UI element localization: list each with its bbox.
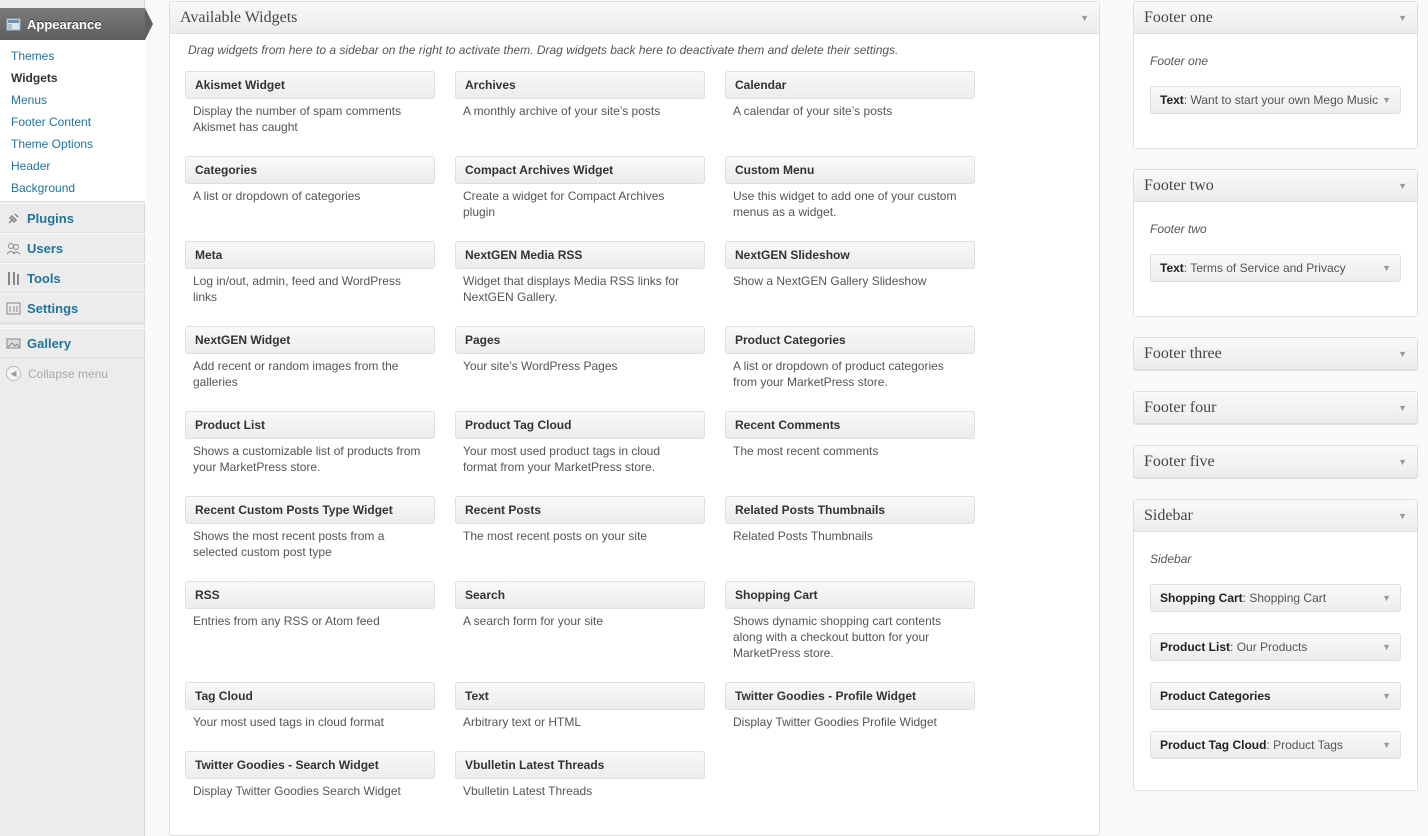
admin-menu	[0, 0, 145, 836]
sidebar-header[interactable]	[1134, 2, 1417, 34]
sidebar-footer-three	[1133, 337, 1418, 371]
widget-desc: The most recent comments	[733, 444, 879, 458]
widget-desc: Display Twitter Goodies Search Widget	[193, 784, 401, 798]
widget-desc: Create a widget for Compact Archives plugin	[463, 189, 665, 219]
menu-users[interactable]	[0, 233, 145, 263]
sidebar-widget-sep: :	[1183, 93, 1188, 107]
sidebar-title: Footer four	[1144, 398, 1217, 416]
sidebar-widget-text: Shopping Cart	[1246, 591, 1327, 605]
widget-title[interactable]: Custom Menu	[725, 156, 975, 184]
toggle-arrow-icon[interactable]: ▼	[1382, 642, 1391, 652]
menu-appearance[interactable]	[0, 8, 145, 40]
widget[interactable]	[455, 682, 705, 730]
widget-desc: A list or dropdown of product categories from your MarketPress store.	[733, 359, 944, 389]
menu-separator	[0, 323, 145, 327]
widget[interactable]	[185, 581, 435, 629]
widget-desc: Display Twitter Goodies Profile Widget	[733, 715, 937, 729]
menu-appearance-label: Appearance	[27, 16, 102, 32]
widget-desc: Show a NextGEN Gallery Slideshow	[733, 274, 927, 288]
sidebar-title: Footer one	[1144, 8, 1213, 26]
widget[interactable]	[455, 156, 705, 220]
widget-desc: Shows the most recent posts from a selected custom post type	[193, 529, 385, 559]
widget[interactable]	[455, 326, 705, 374]
widget[interactable]	[725, 496, 975, 544]
widget[interactable]	[185, 241, 435, 305]
sidebar-title: Sidebar	[1144, 506, 1193, 524]
sidebar-widget-name: Product List	[1160, 640, 1231, 654]
widget[interactable]	[185, 682, 435, 730]
sidebar-main	[1133, 499, 1418, 791]
sidebar-widget-sep: :	[1242, 591, 1247, 605]
sidebar-footer-two	[1133, 169, 1418, 317]
widget-title[interactable]: Pages	[455, 326, 705, 354]
toggle-arrow-icon[interactable]: ▼	[1382, 593, 1391, 603]
widget-desc: A list or dropdown of categories	[193, 189, 361, 203]
widget-desc: Shows a customizable list of products from your MarketPress store.	[193, 444, 421, 474]
widget-desc: Add recent or random images from the galleries	[193, 359, 399, 389]
widget[interactable]	[725, 326, 975, 390]
sidebar-body	[1134, 34, 1417, 148]
tools-icon	[6, 271, 21, 286]
sidebar-widget-text: Our Products	[1233, 640, 1308, 654]
toggle-arrow-icon[interactable]: ▼	[1398, 510, 1407, 521]
widget-title[interactable]: RSS	[185, 581, 435, 609]
sidebar-body	[1134, 202, 1417, 316]
widget-title[interactable]: Calendar	[725, 71, 975, 99]
collapse-arrow-icon: ◀	[6, 366, 21, 381]
menu-settings-label: Settings	[27, 300, 79, 316]
sidebar-description: Footer two	[1150, 222, 1207, 236]
submenu-header[interactable]: Header	[11, 159, 51, 173]
widget-desc: Display the number of spam comments Akismet has caught	[193, 104, 402, 134]
widget-title[interactable]: Recent Posts	[455, 496, 705, 524]
widget-desc: A search form for your site	[463, 614, 604, 628]
toggle-arrow-icon[interactable]: ▼	[1398, 456, 1407, 467]
widget-desc: Entries from any RSS or Atom feed	[193, 614, 380, 628]
sidebar-title: Footer three	[1144, 344, 1222, 362]
sidebar-header[interactable]	[1134, 500, 1417, 532]
sidebar-widget[interactable]	[1150, 86, 1401, 114]
appearance-icon	[6, 17, 21, 32]
widget[interactable]	[185, 326, 435, 390]
widget-desc: Log in/out, admin, feed and WordPress links	[193, 274, 401, 304]
widget-desc: A monthly archive of your site’s posts	[463, 104, 661, 118]
widget-title[interactable]: Akismet Widget	[185, 71, 435, 99]
sidebar-title: Footer five	[1144, 452, 1215, 470]
collapse-menu[interactable]	[6, 366, 108, 381]
sidebar-description: Footer one	[1150, 54, 1209, 68]
menu-settings[interactable]	[0, 293, 145, 323]
plugins-icon	[6, 211, 21, 226]
menu-plugins-label: Plugins	[27, 210, 74, 226]
widget-desc: Shows dynamic shopping cart contents along with a checkout button for your MarketPress store.	[733, 614, 942, 660]
submenu-background[interactable]: Background	[11, 181, 76, 195]
widget[interactable]	[725, 411, 975, 459]
menu-tools-label: Tools	[27, 270, 61, 286]
toggle-arrow-icon[interactable]: ▼	[1398, 348, 1407, 359]
widget-title[interactable]: Recent Comments	[725, 411, 975, 439]
widget-title[interactable]: Tag Cloud	[185, 682, 435, 710]
widget-title[interactable]: NextGEN Widget	[185, 326, 435, 354]
toggle-arrow-icon[interactable]: ▼	[1382, 263, 1391, 273]
available-widgets-header[interactable]	[170, 2, 1099, 34]
widget-title[interactable]: Text	[455, 682, 705, 710]
sidebar-widget-text: Product Tags	[1269, 738, 1343, 752]
available-widgets-panel	[169, 1, 1100, 836]
widget-desc: Use this widget to add one of your custom menus as a widget.	[733, 189, 957, 219]
widget-title[interactable]: Twitter Goodies - Search Widget	[185, 751, 435, 779]
widget-desc: The most recent posts on your site	[463, 529, 648, 543]
widget-title[interactable]: Shopping Cart	[725, 581, 975, 609]
widget-title[interactable]: Vbulletin Latest Threads	[455, 751, 705, 779]
widget-title[interactable]: NextGEN Media RSS	[455, 241, 705, 269]
widget[interactable]	[185, 411, 435, 475]
submenu-widgets[interactable]: Widgets	[11, 71, 58, 85]
toggle-arrow-icon[interactable]: ▼	[1398, 180, 1407, 191]
toggle-arrow-icon[interactable]: ▼	[1382, 740, 1391, 750]
widget[interactable]	[725, 581, 975, 661]
widget-title[interactable]: Related Posts Thumbnails	[725, 496, 975, 524]
widget[interactable]	[455, 581, 705, 629]
sidebar-widget-text: Want to start your own Mego Music	[1187, 93, 1379, 107]
sidebar-widget[interactable]	[1150, 584, 1401, 612]
widget-title[interactable]: Search	[455, 581, 705, 609]
widget-title[interactable]: NextGEN Slideshow	[725, 241, 975, 269]
sidebar-widget-name: Text	[1160, 93, 1184, 107]
submenu-themes[interactable]: Themes	[11, 49, 55, 63]
sidebar-widget[interactable]	[1150, 731, 1401, 759]
sidebar-widget-sep: :	[1183, 261, 1188, 275]
sidebar-widget-sep: :	[1266, 738, 1270, 752]
submenu-theme-options[interactable]: Theme Options	[11, 137, 94, 151]
widget-title[interactable]: Product Tag Cloud	[455, 411, 705, 439]
appearance-submenu	[0, 40, 145, 202]
widget-title[interactable]: Twitter Goodies - Profile Widget	[725, 682, 975, 710]
submenu-menus[interactable]: Menus	[11, 93, 48, 107]
sidebar-widget[interactable]	[1150, 682, 1401, 710]
widget-desc: Related Posts Thumbnails	[733, 529, 873, 543]
menu-tools[interactable]	[0, 263, 145, 293]
sidebar-widget-name: Product Categories	[1160, 689, 1271, 703]
widget[interactable]	[455, 751, 705, 799]
sidebar-description: Sidebar	[1150, 552, 1192, 566]
widget[interactable]	[185, 496, 435, 560]
sidebar-header[interactable]	[1134, 338, 1417, 370]
sidebar-widget-text: Terms of Service and Privacy	[1187, 261, 1346, 275]
widget[interactable]	[725, 156, 975, 220]
widget-desc: Your most used product tags in cloud format from your MarketPress store.	[463, 444, 661, 474]
widget-desc: Your most used tags in cloud format	[193, 715, 384, 729]
widget-title[interactable]: Product Categories	[725, 326, 975, 354]
widget[interactable]	[455, 71, 705, 119]
toggle-arrow-icon[interactable]: ▼	[1398, 402, 1407, 413]
widget-desc: Widget that displays Media RSS links for NextGEN Gallery.	[463, 274, 680, 304]
widget[interactable]	[725, 682, 975, 730]
sidebar-footer-one	[1133, 1, 1418, 149]
widget-title[interactable]: Recent Custom Posts Type Widget	[185, 496, 435, 524]
sidebar-widget[interactable]	[1150, 254, 1401, 282]
toggle-arrow-icon[interactable]: ▼	[1382, 95, 1391, 105]
sidebar-widget[interactable]	[1150, 633, 1401, 661]
users-icon	[6, 241, 21, 256]
sidebar-body	[1134, 532, 1417, 790]
sidebar-footer-five	[1133, 445, 1418, 479]
instructions-text: Drag widgets from here to a sidebar on the right to activate them. Drag widgets back here to deactivate them and delete their settings.	[188, 43, 899, 57]
available-widgets-title: Available Widgets	[180, 8, 298, 26]
widget-desc: Your site’s WordPress Pages	[463, 359, 618, 373]
widget-title[interactable]: Product List	[185, 411, 435, 439]
menu-gallery[interactable]	[0, 328, 145, 358]
toggle-arrow-icon[interactable]: ▼	[1080, 12, 1089, 23]
menu-gallery-label: Gallery	[27, 335, 72, 351]
widget-desc: Arbitrary text or HTML	[463, 715, 582, 729]
toggle-arrow-icon[interactable]: ▼	[1398, 12, 1407, 23]
sidebar-widget-name: Shopping Cart	[1160, 591, 1243, 605]
toggle-arrow-icon[interactable]: ▼	[1382, 691, 1391, 701]
menu-plugins[interactable]	[0, 203, 145, 233]
menu-users-label: Users	[27, 240, 64, 256]
widget[interactable]	[725, 71, 975, 119]
sidebar-header[interactable]	[1134, 446, 1417, 478]
widget[interactable]	[185, 156, 435, 204]
widget[interactable]	[455, 496, 705, 544]
sidebar-header[interactable]	[1134, 392, 1417, 424]
widget-title[interactable]: Compact Archives Widget	[455, 156, 705, 184]
sidebar-widget-sep: :	[1230, 640, 1234, 654]
sidebar-footer-four	[1133, 391, 1418, 425]
sidebar-widget-name: Product Tag Cloud	[1160, 738, 1267, 752]
widget-desc: A calendar of your site’s posts	[733, 104, 893, 118]
widget[interactable]	[185, 71, 435, 135]
sidebar-widget-name: Text	[1160, 261, 1184, 275]
widget-title[interactable]: Categories	[185, 156, 435, 184]
sidebar-header[interactable]	[1134, 170, 1417, 202]
widget-title[interactable]: Meta	[185, 241, 435, 269]
widget[interactable]	[185, 751, 435, 799]
widget[interactable]	[725, 241, 975, 289]
widget[interactable]	[455, 411, 705, 475]
collapse-menu-label: Collapse menu	[28, 366, 109, 381]
submenu-footer-content[interactable]: Footer Content	[11, 115, 92, 129]
gallery-icon	[6, 336, 21, 351]
widget-desc: Vbulletin Latest Threads	[463, 784, 593, 798]
settings-icon	[6, 301, 21, 316]
sidebar-title: Footer two	[1144, 176, 1214, 194]
widget[interactable]	[455, 241, 705, 305]
widget-title[interactable]: Archives	[455, 71, 705, 99]
